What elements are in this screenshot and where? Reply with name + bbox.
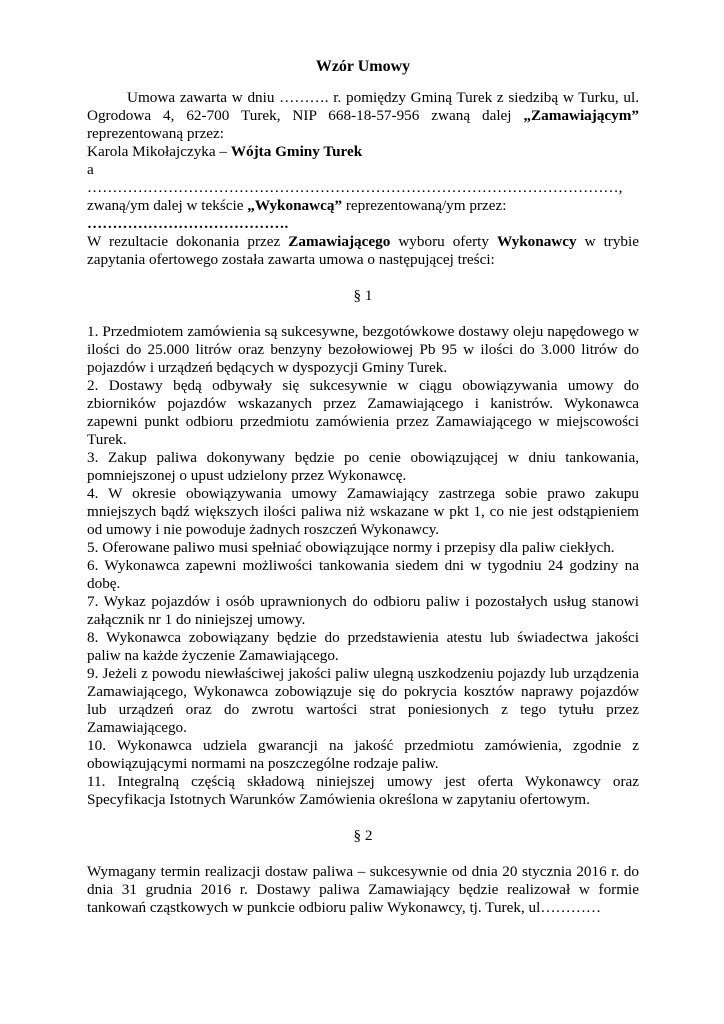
- intro-text-cont: reprezentowaną przez:: [87, 125, 225, 142]
- dotted-line: ……………………………………………………………………………………………,: [87, 179, 623, 196]
- result-text-c: wyboru oferty: [390, 233, 497, 250]
- and-line: a: [87, 161, 94, 178]
- intro-paragraph: [87, 89, 639, 143]
- result-text-a: W rezultacie dokonania przez: [87, 233, 289, 250]
- clause-item: 8. Wykonawca zobowiązany będzie do przedstawienia atestu lub świadectwa jakości paliw na każde życzenie Zamawiającego.: [87, 629, 639, 664]
- clause-item: 9. Jeżeli z powodu niewłaściwej jakości paliw ulegną uszkodzeniu pojazdy lub urządzenia Zamawiającego, Wykonawca zobowiązuje się do pokrycia kosztów naprawy pojazdów lub urządzeń oraz do zwrotu wartości strat poniesionych z tego tytułu przez Zamawiającego.: [87, 665, 639, 736]
- document-page: [87, 58, 639, 917]
- section-2-text: Wymagany termin realizacji dostaw paliwa – sukcesywnie od dnia 20 stycznia 2016 r. do dnia 31 grudnia 2016 r. Dostawy paliwa Zamawiający będzie realizował w formie tankowań cząstkowych w punkcie odbioru paliw Wykonawcy, tj. Turek, ul…………: [87, 863, 639, 916]
- clause-item: 1. Przedmiotem zamówienia są sukcesywne, bezgotówkowe dostawy oleju napędowego w ilości do 25.000 litrów oraz benzyny bezołowiowej Pb 95 w ilości do 3.000 litrów do pojazdów i urządzeń będących w dyspozycji Gminy Turek.: [87, 323, 639, 376]
- representative-title: Wójta Gminy Turek: [230, 143, 363, 160]
- section-2-heading: § 2: [353, 827, 373, 844]
- zamawiajacy-term: „Zamawiającym”: [523, 107, 639, 124]
- result-text-b: Zamawiającego: [288, 233, 391, 250]
- clause-item: 7. Wykaz pojazdów i osób uprawnionych do odbioru paliw i pozostałych usług stanowi załącznik nr 1 do niniejszej umowy.: [87, 593, 639, 628]
- clause-item: 4. W okresie obowiązywania umowy Zamawiający zastrzega sobie prawo zakupu mniejszych bądź większych ilości paliwa niż wskazane w pkt 1, co nie jest odstąpieniem od umowy i nie powoduje żadnych roszczeń Wykonawcy.: [87, 485, 639, 538]
- dotted-short-line: [87, 215, 639, 233]
- result-text-e: w trybie zapytania ofertowego została zawarta umowa o następującej treści:: [87, 233, 639, 268]
- wykonawca-term: „Wykonawcą”: [247, 197, 343, 214]
- clause-item: 5. Oferowane paliwo musi spełniać obowiązujące normy i przepisy dla paliw ciekłych.: [87, 539, 615, 556]
- wykonawca-line: [87, 197, 639, 215]
- result-text-d: Wykonawcy: [496, 233, 577, 250]
- representative-line: [87, 143, 639, 161]
- section-1-heading: § 1: [353, 287, 373, 304]
- result-paragraph: [87, 233, 639, 269]
- clause-item: 3. Zakup paliwa dokonywany będzie po cenie obowiązującej w dniu tankowania, pomniejszonej o upust udzielony przez Wykonawcę.: [87, 449, 639, 484]
- intro-text: Umowa zawarta w dniu ………. r. pomiędzy Gminą Turek z siedzibą w Turku, ul. Ogrodowa 4, 62-700 Turek, NIP 668-18-57-956 zwaną dalej: [87, 89, 639, 124]
- clause-item: 10. Wykonawca udziela gwarancji na jakość przedmiotu zamówienia, zgodnie z obowiązującymi normami na poszczególne rodzaje paliw.: [87, 737, 639, 772]
- document-title: Wzór Umowy: [315, 58, 411, 75]
- section-1-items: [87, 323, 639, 809]
- wykonawca-post: reprezentowaną/ym przez:: [342, 197, 507, 214]
- wykonawca-pre: zwaną/ym dalej w tekście: [87, 197, 248, 214]
- clause-item: 6. Wykonawca zapewni możliwości tankowania siedem dni w tygodniu 24 godziny na dobę.: [87, 557, 639, 592]
- representative-name: Karola Mikołajczyka –: [87, 143, 231, 160]
- dotted-short: ………………………………….: [87, 215, 289, 232]
- clause-item: 2. Dostawy będą odbywały się sukcesywnie w ciągu obowiązywania umowy do zbiorników pojazdów wskazanych przez Zamawiającego i kanistrów. Wykonawca zapewni punkt odbioru przedmiotu zamówienia przez Zamawiającego w miejscowości Turek.: [87, 377, 639, 448]
- clause-item: 11. Integralną częścią składową niniejszej umowy jest oferta Wykonawcy oraz Specyfikacja Istotnych Warunków Zamówienia określona w zapytaniu ofertowym.: [87, 773, 639, 808]
